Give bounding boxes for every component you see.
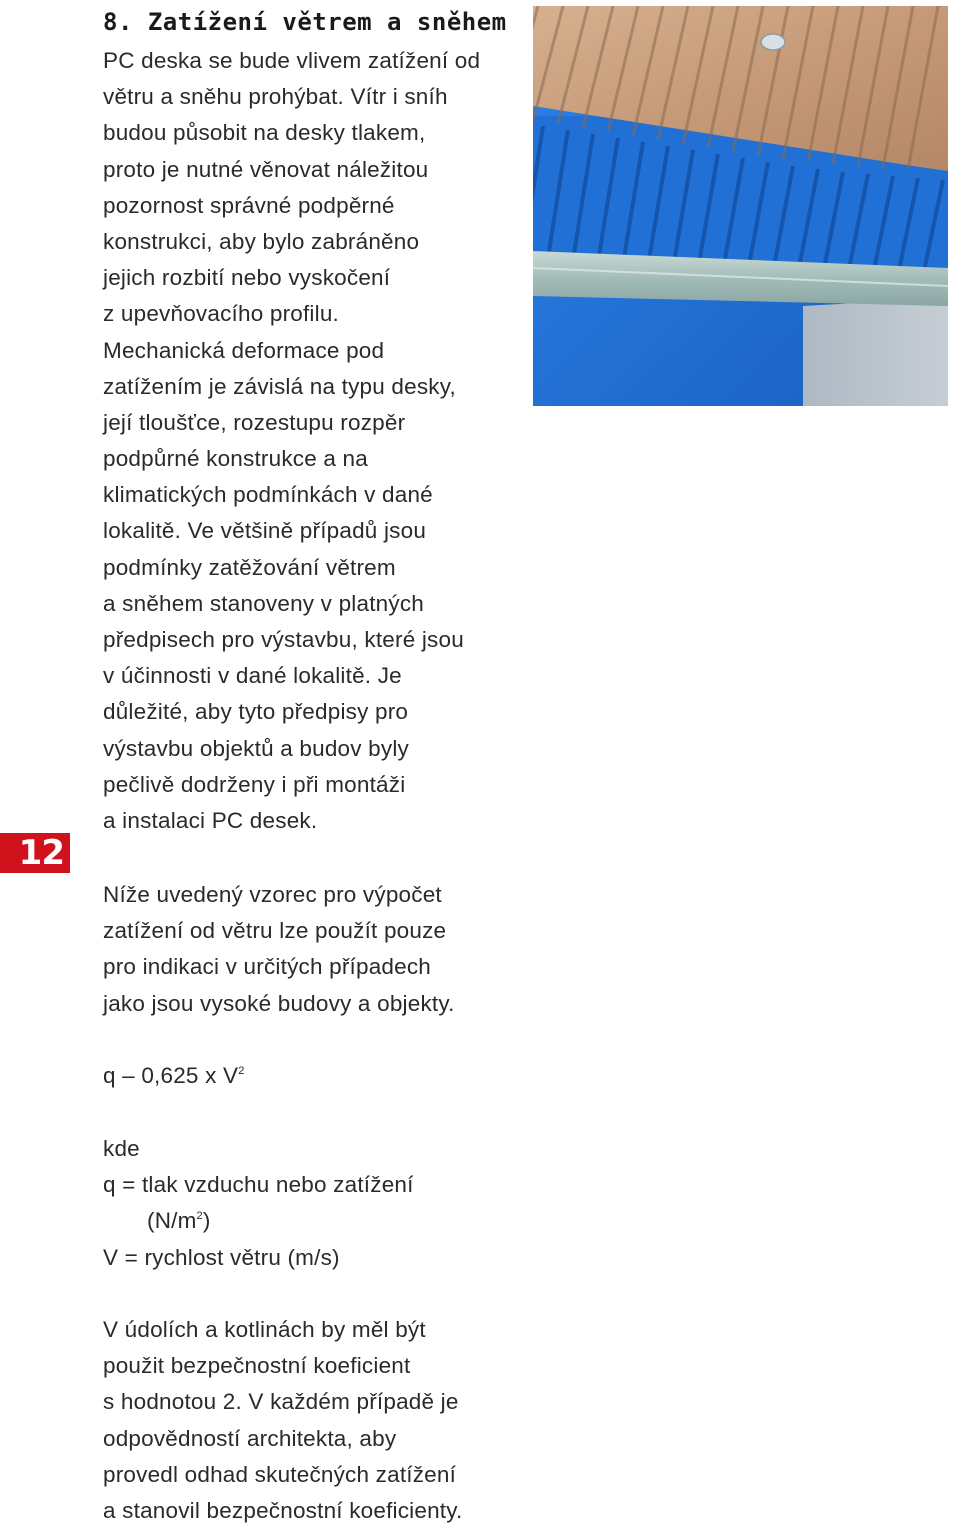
text-line: podpůrné konstrukce a na bbox=[103, 446, 368, 472]
text-line: pečlivě dodrženy i při montáži bbox=[103, 771, 406, 797]
text-line: lokalitě. Ve většině případů jsou bbox=[103, 518, 427, 544]
legend-v-definition: V = rychlost větru (m/s) bbox=[103, 1244, 340, 1270]
formula-legend bbox=[103, 1131, 523, 1276]
text-line: konstrukci, aby bylo zabráněno bbox=[103, 228, 420, 254]
text-line: z upevňovacího profilu. bbox=[103, 301, 339, 327]
text-line: proto je nutné věnovat náležitou bbox=[103, 156, 429, 182]
text-line: a instalaci PC desek. bbox=[103, 807, 318, 833]
text-line: důležité, aby tyto předpisy pro bbox=[103, 699, 409, 725]
text-line: její tloušťce, rozestupu rozpěr bbox=[103, 409, 406, 435]
section-heading: 8. Zatížení větrem a sněhem bbox=[103, 8, 507, 36]
text-line: a sněhem stanoveny v platných bbox=[103, 590, 424, 616]
wind-load-formula bbox=[103, 1058, 523, 1094]
text-line: výstavbu objektů a budov byly bbox=[103, 735, 409, 761]
page-number-badge: 12 bbox=[0, 833, 70, 873]
paragraph-safety-coefficient bbox=[103, 1312, 523, 1529]
text-line: budou působit na desky tlakem, bbox=[103, 120, 426, 146]
text-line: větru a sněhu prohýbat. Vítr i sníh bbox=[103, 84, 448, 110]
text-line: použit bezpečnostní koeficient bbox=[103, 1353, 411, 1379]
text-line: V údolích a kotlinách by měl být bbox=[103, 1317, 426, 1342]
text-line: s hodnotou 2. V každém případě je bbox=[103, 1389, 459, 1415]
text-line: a stanovil bezpečnostní koeficienty. bbox=[103, 1497, 463, 1523]
formula-text: q – 0,625 x V bbox=[103, 1063, 239, 1088]
legend-q-unit bbox=[103, 1203, 523, 1239]
text-line: Mechanická deformace pod bbox=[103, 337, 385, 363]
legend-where: kde bbox=[103, 1136, 140, 1161]
text-line: zatížení od větru lze použít pouze bbox=[103, 918, 447, 944]
text-line: jejich rozbití nebo vyskočení bbox=[103, 265, 391, 291]
unit-prefix: (N/m bbox=[147, 1208, 197, 1234]
paragraph-formula-intro bbox=[103, 877, 523, 1022]
text-line: odpovědností architekta, aby bbox=[103, 1425, 397, 1451]
text-line: PC deska se bude vlivem zatížení od bbox=[103, 48, 481, 73]
text-line: v účinnosti v dané lokalitě. Je bbox=[103, 663, 402, 689]
polycarbonate-sheet-photo bbox=[533, 6, 948, 406]
text-line: podmínky zatěžování větrem bbox=[103, 554, 396, 580]
text-line: předpisech pro výstavbu, které jsou bbox=[103, 627, 464, 652]
text-line: pozornost správné podpěrné bbox=[103, 192, 395, 218]
text-line: Níže uvedený vzorec pro výpočet bbox=[103, 882, 442, 907]
formula-line bbox=[103, 1058, 523, 1094]
text-line: jako jsou vysoké budovy a objekty. bbox=[103, 990, 455, 1016]
unit-suffix: ) bbox=[202, 1208, 211, 1234]
text-line: zatížením je závislá na typu desky, bbox=[103, 373, 456, 399]
legend-q-definition: q = tlak vzduchu nebo zatížení bbox=[103, 1172, 414, 1198]
text-line: provedl odhad skutečných zatížení bbox=[103, 1461, 457, 1487]
text-line: klimatických podmínkách v dané bbox=[103, 482, 433, 508]
paragraph-wind-snow-load bbox=[103, 43, 523, 839]
unit-exponent: 2 bbox=[196, 1210, 203, 1223]
text-line: pro indikaci v určitých případech bbox=[103, 954, 432, 980]
formula-exponent: 2 bbox=[238, 1065, 245, 1077]
